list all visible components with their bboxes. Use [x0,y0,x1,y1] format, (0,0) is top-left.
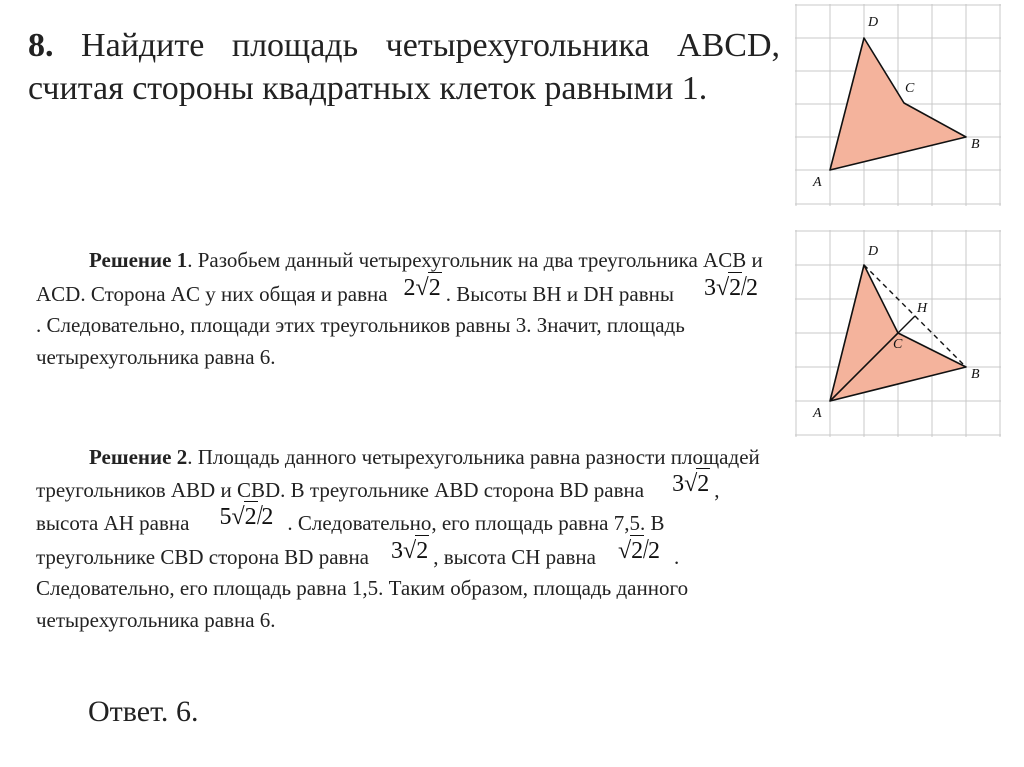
solution-2-text-5: , высота CH равна [433,544,596,569]
label-b: B [971,137,980,152]
formula-ac-length: 2√2 [404,272,442,305]
formula-height-ah: 5√2/2 [219,500,273,534]
solution-2 [36,442,766,636]
label-d: D [868,15,879,30]
solution-1-text-2: . [445,281,451,306]
solution-1-text-1: . Разобьем данный четырехугольник на два треугольника ACB и ACD. Сторона AC у них общая и равна [36,248,763,306]
label-a: A [813,406,822,421]
answer [88,692,198,732]
solution-2-heading: Решение 2 [89,445,188,469]
segment-ch [898,316,915,333]
label-h: H [917,301,928,316]
label-c: C [893,337,903,352]
problem-statement [28,24,780,110]
solution-1-text-4: . Следовательно, площади этих треугольников равны 3. Значит, площадь четырехугольника равна 6. [36,313,685,369]
solution-2-text-7: Следовательно, его площадь равна 1,5. Таким образом, площадь данного четырехугольника равна 6. [36,576,689,632]
label-b: B [971,367,980,382]
answer-value: 6. [175,695,199,728]
solution-1 [36,245,766,373]
solution-2-text-1: . Площадь данного четырехугольника равна разности площадей треугольников ABD и CBD. В треугольнике ABD сторона BD равна [36,445,760,502]
solution-2-text-4: Следовательно, его площадь равна 7,5. В треугольнике CBD сторона BD равна [36,511,665,569]
solution-1-text-3: Высоты BH и DH равны [456,281,674,306]
label-a: A [813,175,822,190]
solution-2-text-2: , высота AH равна [36,477,720,535]
formula-bd-length-2: 3√2 [391,535,429,568]
problem-text: Найдите площадь четырехугольника ABCD, считая стороны квадратных клеток равными 1. [28,27,780,107]
solution-2-text-6: . [673,544,680,569]
formula-height-ch: √2/2 [618,534,660,568]
label-d: D [868,244,879,259]
solution-2-text-3: . [287,511,293,535]
answer-label: Ответ. [88,695,169,728]
label-c: C [905,81,915,96]
formula-bd-length: 3√2 [672,468,710,501]
solution-1-heading: Решение 1 [89,248,188,272]
formula-height-bh: 3√2/2 [704,271,758,305]
problem-number: 8. [28,27,54,64]
quadrilateral-figure [795,4,1005,206]
solution-figure [795,230,1005,438]
